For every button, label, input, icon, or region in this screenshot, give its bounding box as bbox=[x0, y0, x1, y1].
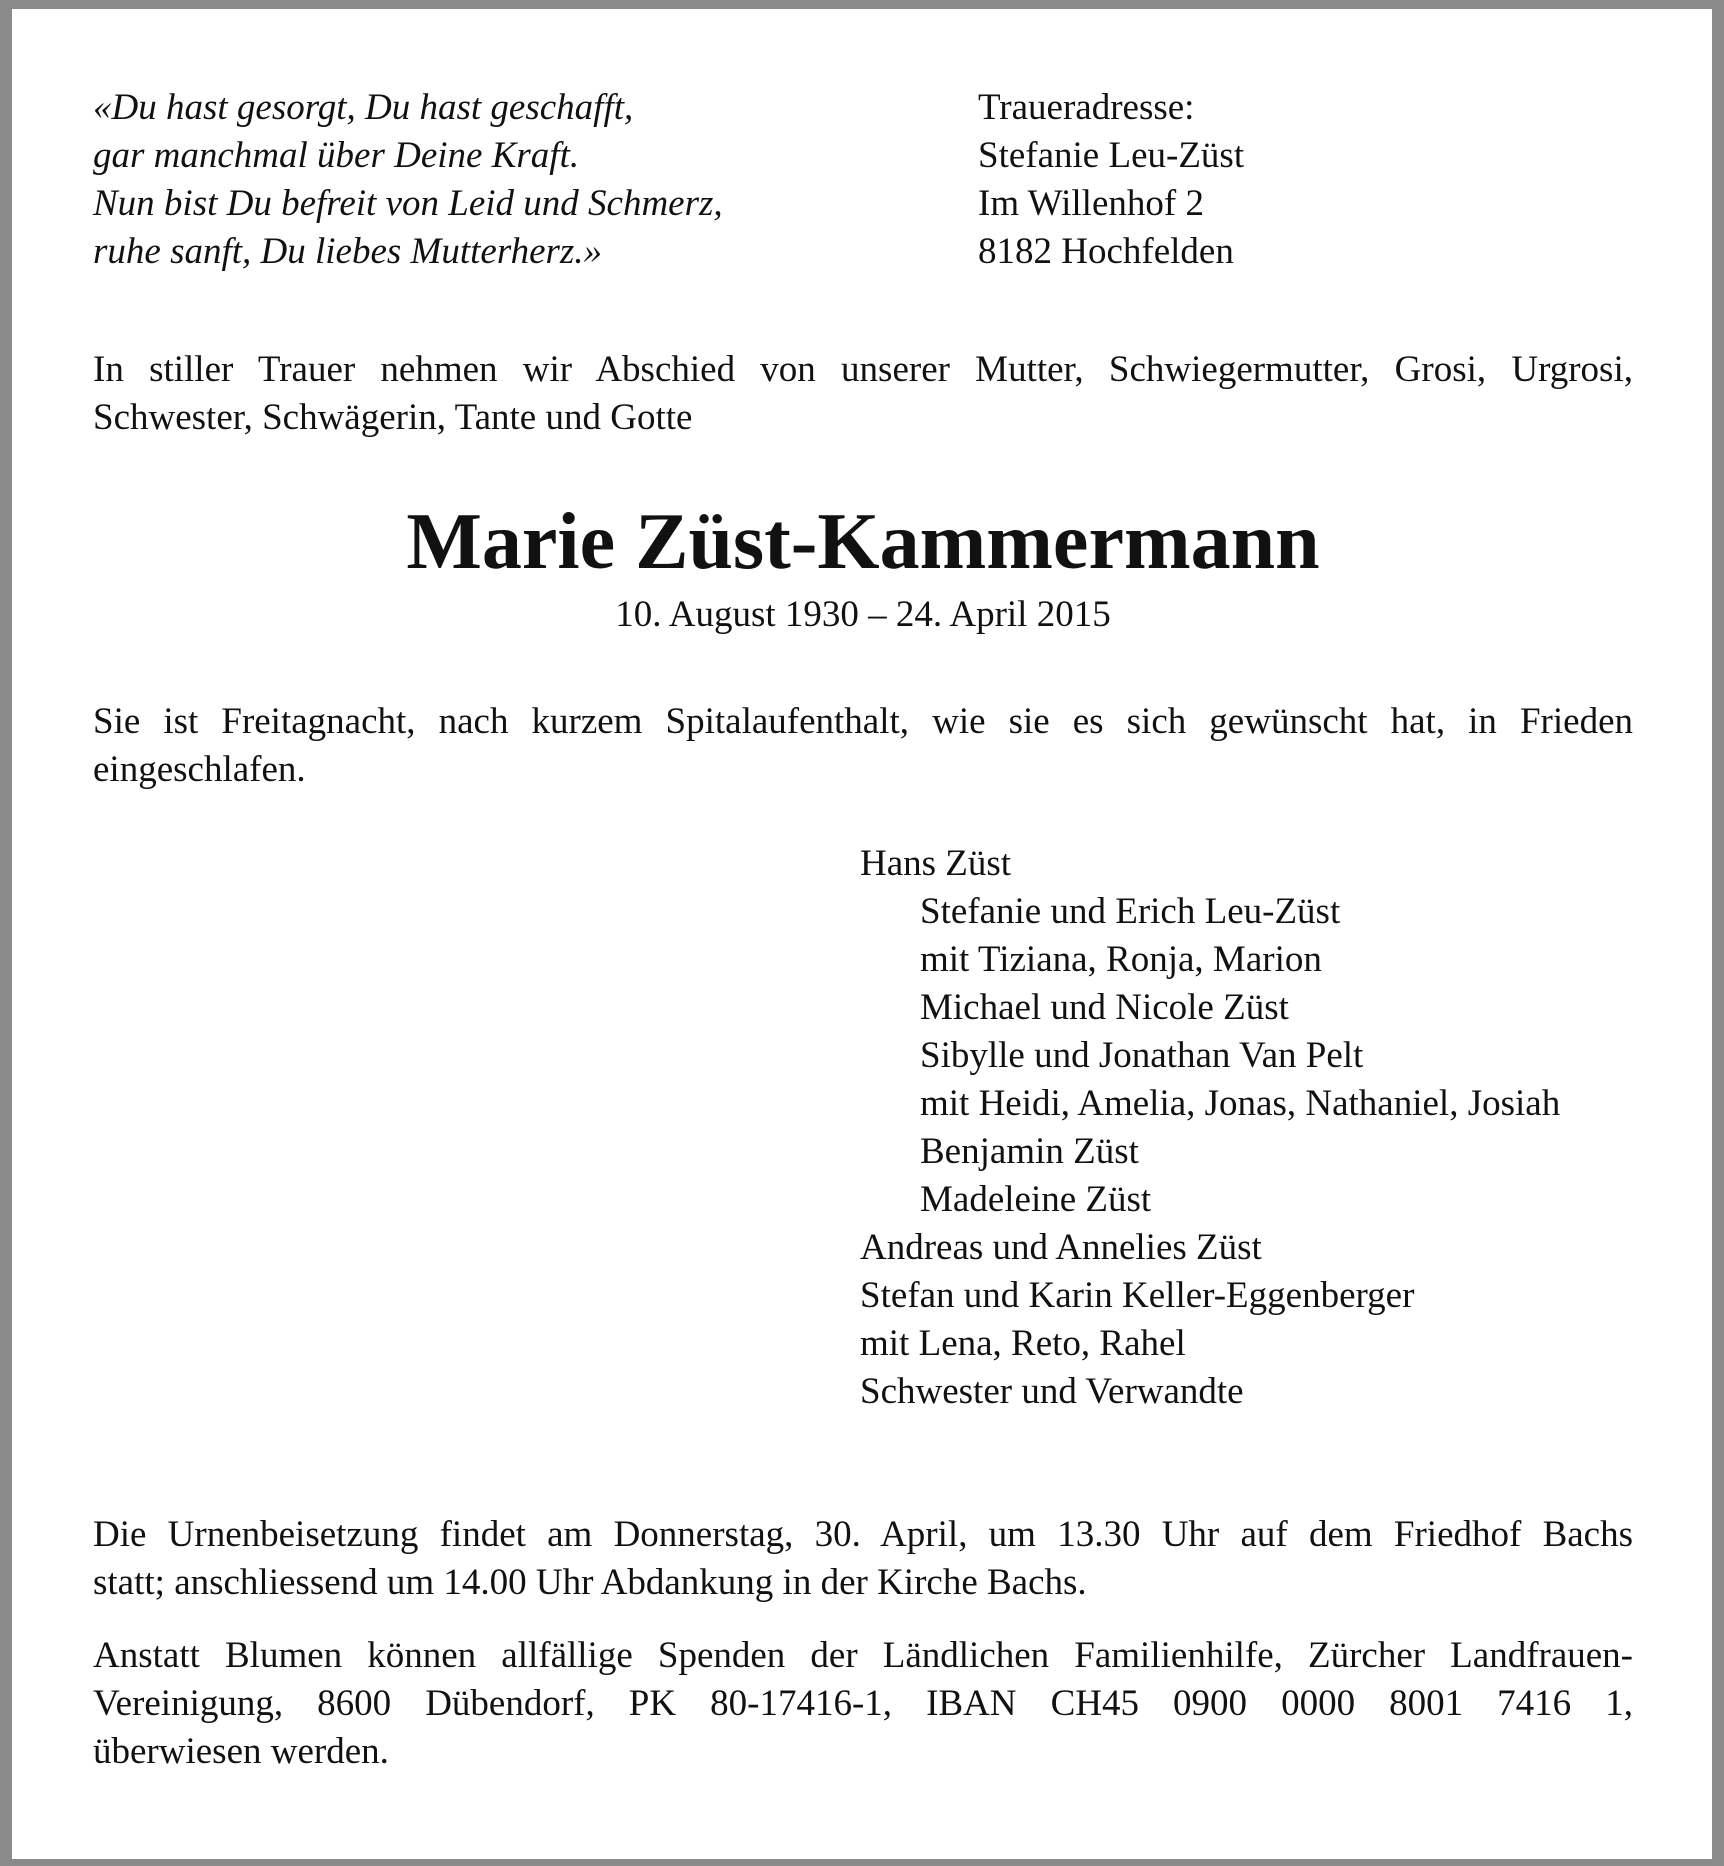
mourner-entry: Michael und Nicole Züst bbox=[920, 987, 1289, 1028]
mourner-entry: Benjamin Züst bbox=[920, 1131, 1139, 1172]
mourner-entry: Andreas und Annelies Züst bbox=[860, 1227, 1262, 1268]
mourner-entry: mit Tiziana, Ronja, Marion bbox=[920, 939, 1322, 980]
poem-line: gar manchmal über Deine Kraft. bbox=[93, 135, 580, 176]
address-label: Traueradresse: bbox=[978, 87, 1195, 128]
mourner-entry: Stefan und Karin Keller-Eggenberger bbox=[860, 1275, 1415, 1316]
mourner-entry: Schwester und Verwandte bbox=[860, 1371, 1244, 1412]
poem-line: Nun bist Du befreit von Leid und Schmerz, bbox=[93, 183, 723, 224]
funeral-line: Die Urnenbeisetzung findet am Donnerstag, 30. April, um 13.30 Uhr auf dem Friedhof Bachs bbox=[93, 1514, 1633, 1555]
life-dates: 10. August 1930 – 24. April 2015 bbox=[615, 594, 1111, 635]
mourners-list bbox=[860, 840, 1560, 1416]
statement-line: Sie ist Freitagnacht, nach kurzem Spitalaufenthalt, wie sie es sich gewünscht hat, in Frieden bbox=[93, 701, 1633, 742]
address-street: Im Willenhof 2 bbox=[978, 183, 1204, 224]
memorial-poem bbox=[93, 84, 723, 276]
intro-line: In stiller Trauer nehmen wir Abschied von unserer Mutter, Schwiegermutter, Grosi, Urgrosi, bbox=[93, 349, 1633, 390]
donation-line: Anstatt Blumen können allfällige Spenden der Ländlichen Familienhilfe, Zürcher Landfrauen- bbox=[93, 1635, 1633, 1676]
donation-line: Vereinigung, 8600 Dübendorf, PK 80-17416-1, IBAN CH45 0900 0000 8001 7416 1, bbox=[93, 1683, 1633, 1724]
poem-line: ruhe sanft, Du liebes Mutterherz.» bbox=[93, 231, 603, 272]
statement-line: eingeschlafen. bbox=[93, 749, 306, 790]
mourner-entry: Stefanie und Erich Leu-Züst bbox=[920, 891, 1341, 932]
mourning-address bbox=[978, 84, 1244, 276]
address-city: 8182 Hochfelden bbox=[978, 231, 1234, 272]
donation-line: überwiesen werden. bbox=[93, 1731, 389, 1772]
poem-line: «Du hast gesorgt, Du hast geschafft, bbox=[93, 87, 634, 128]
intro-text bbox=[93, 346, 1633, 442]
deceased-name: Marie Züst-Kammermann bbox=[406, 498, 1320, 586]
funeral-details bbox=[93, 1511, 1633, 1607]
mourner-entry: Sibylle und Jonathan Van Pelt bbox=[920, 1035, 1364, 1076]
funeral-line: statt; anschliessend um 14.00 Uhr Abdankung in der Kirche Bachs. bbox=[93, 1562, 1087, 1603]
mourner-entry: Madeleine Züst bbox=[920, 1179, 1152, 1220]
passing-statement bbox=[93, 698, 1633, 794]
mourner-entry: mit Lena, Reto, Rahel bbox=[860, 1323, 1186, 1364]
intro-line: Schwester, Schwägerin, Tante und Gotte bbox=[93, 397, 693, 438]
address-name: Stefanie Leu-Züst bbox=[978, 135, 1245, 176]
donation-details bbox=[93, 1632, 1633, 1776]
mourner-entry: mit Heidi, Amelia, Jonas, Nathaniel, Josiah bbox=[920, 1083, 1561, 1124]
mourner-entry: Hans Züst bbox=[860, 843, 1012, 884]
